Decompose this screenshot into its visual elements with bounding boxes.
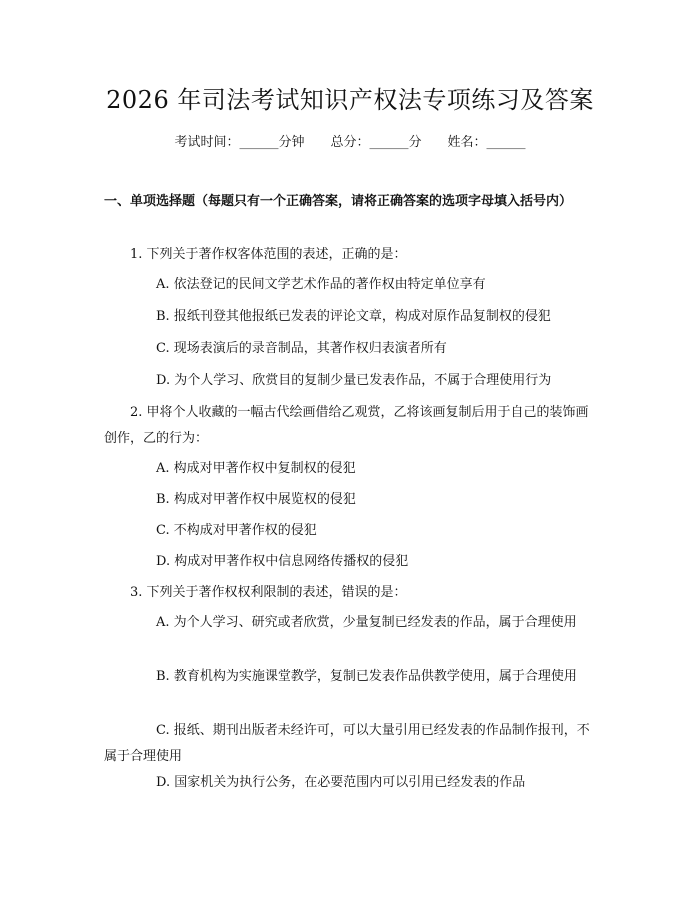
question-3-option-c: C. 报纸、期刊出版者未经许可，可以大量引用已经发表的作品制作报刊，不属于合理使用 xyxy=(104,723,590,764)
question-1-option-b: B. 报纸刊登其他报纸已发表的评论文章，构成对原作品复制权的侵犯 xyxy=(156,309,551,324)
question-3-stem: 3. 下列关于著作权权利限制的表述，错误的是： xyxy=(130,585,407,600)
question-2-option-d: D. 构成对甲著作权中信息网络传播权的侵犯 xyxy=(156,554,409,569)
question-1-stem: 1. 下列关于著作权客体范围的表述，正确的是： xyxy=(130,247,407,262)
question-1-option-d: D. 为个人学习、欣赏目的复制少量已发表作品，不属于合理使用行为 xyxy=(156,373,552,388)
section-heading: 一、单项选择题（每题只有一个正确答案，请将正确答案的选项字母填入括号内） xyxy=(104,194,573,209)
question-2-option-b: B. 构成对甲著作权中展览权的侵犯 xyxy=(156,492,356,507)
total-score: 总分：______分 xyxy=(330,135,422,150)
question-1-option-c: C. 现场表演后的录音制品，其著作权归表演者所有 xyxy=(156,341,447,356)
question-2-stem: 2. 甲将个人收藏的一幅古代绘画借给乙观赏，乙将该画复制后用于自己的装饰画创作，乙的行为： xyxy=(104,405,589,446)
question-2-option-a: A. 构成对甲著作权中复制权的侵犯 xyxy=(156,461,356,476)
question-3-option-a: A. 为个人学习、研究或者欣赏，少量复制已经发表的作品，属于合理使用 xyxy=(156,615,577,630)
question-1-option-a: A. 依法登记的民间文学艺术作品的著作权由特定单位享有 xyxy=(156,277,486,292)
question-3-option-d: D. 国家机关为执行公务，在必要范围内可以引用已经发表的作品 xyxy=(156,775,526,790)
student-name: 姓名：______ xyxy=(447,135,526,150)
exam-time: 考试时间：______分钟 xyxy=(174,135,305,150)
question-2-option-c: C. 不构成对甲著作权的侵犯 xyxy=(156,523,317,538)
exam-meta xyxy=(0,131,700,150)
question-3-option-b: B. 教育机构为实施课堂教学，复制已发表作品供教学使用，属于合理使用 xyxy=(156,669,577,684)
page-title: 2026 年司法考试知识产权法专项练习及答案 xyxy=(106,86,594,114)
